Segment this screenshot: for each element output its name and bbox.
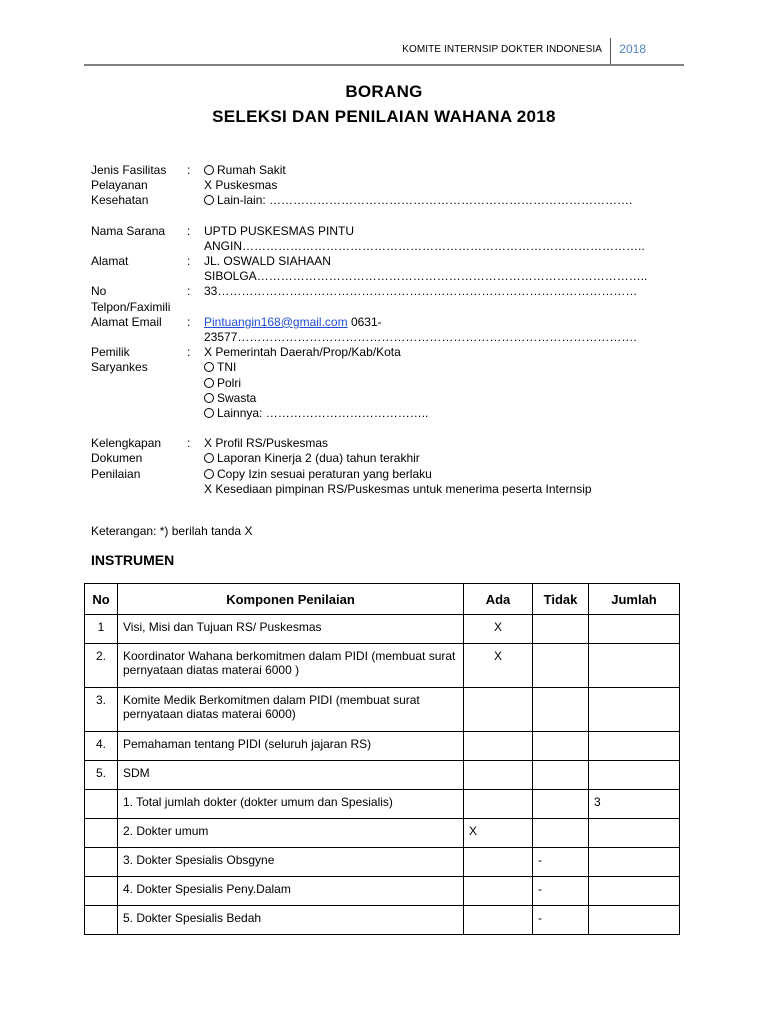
email-value: Pintuangin168@gmail.com 0631- 23577………………………………………………………………………………………. — [204, 314, 637, 345]
option-puskesmas[interactable]: X Puskesmas — [204, 178, 278, 193]
nama-sarana-value: UPTD PUSKESMAS PINTU ANGIN……………………………………………………………………………………….. — [204, 223, 645, 253]
facility-form — [91, 163, 731, 497]
email-link[interactable]: Pintuangin168@gmail.com — [204, 314, 348, 329]
header-year: 2018 — [619, 42, 646, 56]
radio-circle-icon — [204, 393, 214, 403]
document-subtitle: SELEKSI DAN PENILAIAN WAHANA 2018 — [212, 107, 556, 126]
field-label: Alamat — [91, 254, 129, 269]
field-label: Kelengkapan Dokumen Penilaian — [91, 436, 162, 481]
table-row: 5. Dokter Spesialis Bedah - — [85, 906, 680, 935]
table-row: 3. Dokter Spesialis Obsgyne - — [85, 848, 680, 877]
field-pemilik: Pemilik Saryankes : X Pemerintah Daerah/Prop/Kab/Kota TNI Polri Swasta Lainnya: ………………………………….. — [91, 345, 731, 421]
option-profil[interactable]: X Profil RS/Puskesmas — [204, 436, 329, 451]
header-organization: KOMITE INTERNSIP DOKTER INDONESIA — [402, 44, 602, 55]
radio-circle-icon — [204, 378, 214, 388]
field-label: No Telpon/Faximili — [91, 284, 171, 314]
header-no: No — [85, 584, 118, 615]
field-jenis-fasilitas: Jenis Fasilitas Pelayanan Kesehatan : Rumah Sakit X Puskesmas Lain-lain: ………………………………………………………………………………. — [91, 163, 731, 209]
table-row: 1 Visi, Misi dan Tujuan RS/ Puskesmas X — [85, 615, 680, 644]
option-laporan-kinerja[interactable]: Laporan Kinerja 2 (dua) tahun terakhir — [204, 451, 731, 466]
table-row: 2. Koordinator Wahana berkomitmen dalam PIDI (membuat surat pernyataan diatas materai 6000 ) X — [85, 644, 680, 688]
field-label: Jenis Fasilitas Pelayanan Kesehatan — [91, 163, 167, 208]
field-nama-sarana: Nama Sarana : UPTD PUSKESMAS PINTU ANGIN……………………………………………………………………………………….. — [91, 224, 731, 254]
header-rule — [84, 64, 684, 66]
radio-circle-icon — [204, 362, 214, 372]
field-label: Nama Sarana — [91, 223, 166, 238]
field-email: Alamat Email : Pintuangin168@gmail.com 0631- 23577………………………………………………………………………………………. — [91, 315, 731, 345]
table-row: 2. Dokter umum X — [85, 819, 680, 848]
telpon-value: 33…………………………………………………………………………………………… — [204, 284, 638, 299]
radio-circle-icon — [204, 408, 214, 418]
header-divider — [610, 38, 611, 65]
page-header — [84, 38, 684, 64]
radio-circle-icon — [204, 195, 214, 205]
instrumen-heading: INSTRUMEN — [91, 552, 175, 568]
instrument-table — [84, 583, 680, 935]
field-label: Alamat Email — [91, 314, 162, 329]
option-lain-lain[interactable]: Lain-lain: ………………………………………………………………………………. — [204, 193, 731, 208]
option-pemerintah-daerah[interactable]: X Pemerintah Daerah/Prop/Kab/Kota — [204, 345, 401, 360]
table-row: 4. Dokter Spesialis Peny.Dalam - — [85, 877, 680, 906]
header-jumlah: Jumlah — [589, 584, 680, 615]
alamat-value: JL. OSWALD SIAHAAN SIBOLGA…………………………………………………………………………………….. — [204, 254, 648, 284]
option-polri[interactable]: Polri — [204, 376, 731, 391]
radio-circle-icon — [204, 469, 214, 479]
header-komponen: Komponen Penilaian — [118, 584, 464, 615]
option-lainnya[interactable]: Lainnya: ………………………………….. — [204, 406, 731, 421]
table-row: 4. Pemahaman tentang PIDI (seluruh jajaran RS) — [85, 732, 680, 761]
option-kesediaan[interactable]: X Kesediaan pimpinan RS/Puskesmas untuk menerima peserta Internsip — [204, 481, 592, 496]
option-swasta[interactable]: Swasta — [204, 391, 731, 406]
table-row: 5. SDM — [85, 761, 680, 790]
table-row: 3. Komite Medik Berkomitmen dalam PIDI (membuat surat pernyataan diatas materai 6000) — [85, 688, 680, 732]
table-header-row — [85, 584, 680, 615]
table-row: 1. Total jumlah dokter (dokter umum dan Spesialis) 3 — [85, 790, 680, 819]
field-telpon: No Telpon/Faximili : 33…………………………………………………………………………………………… — [91, 284, 731, 314]
field-kelengkapan: Kelengkapan Dokumen Penilaian : X Profil RS/Puskesmas Laporan Kinerja 2 (dua) tahun terakhir Copy Izin sesuai peraturan yang berlaku X Kesediaan pimpinan RS/Puskesmas untuk menerima peserta Internsip — [91, 436, 731, 497]
field-alamat: Alamat : JL. OSWALD SIAHAAN SIBOLGA…………………………………………………………………………………….. — [91, 254, 731, 284]
keterangan-note: Keterangan: *) berilah tanda X — [91, 524, 253, 538]
radio-circle-icon — [204, 453, 214, 463]
radio-circle-icon — [204, 165, 214, 175]
option-copy-izin[interactable]: Copy Izin sesuai peraturan yang berlaku — [204, 467, 731, 482]
header-tidak: Tidak — [533, 584, 589, 615]
field-label: Pemilik Saryankes — [91, 345, 148, 375]
option-rumah-sakit[interactable]: Rumah Sakit — [204, 163, 731, 178]
document-title: BORANG — [345, 82, 423, 101]
header-ada: Ada — [464, 584, 533, 615]
option-tni[interactable]: TNI — [204, 360, 731, 375]
